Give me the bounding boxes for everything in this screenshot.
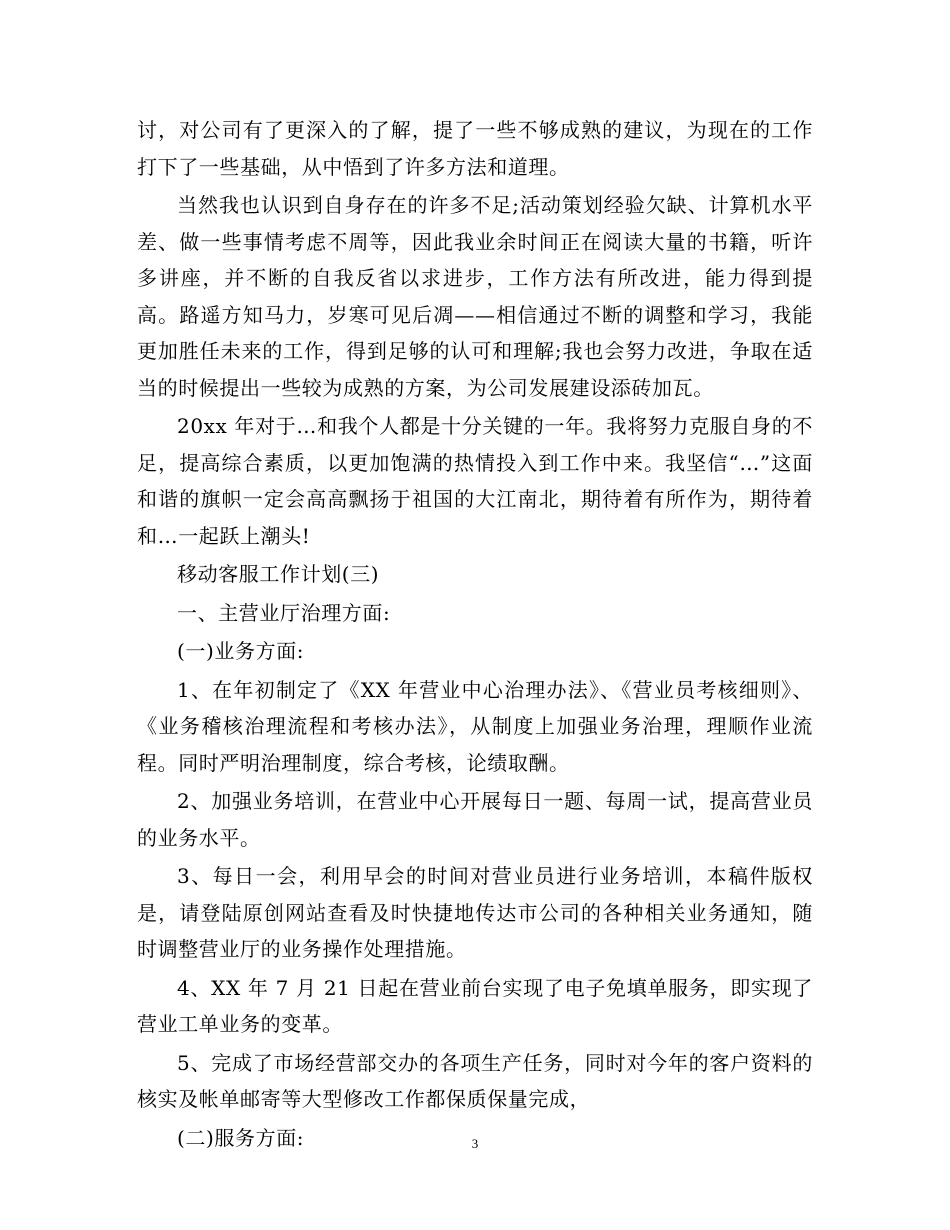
list-item-3: 3、每日一会，利用早会的时间对营业员进行业务培训，本稿件版权是，请登陆原创网站查看及时快捷地传达市公司的各种相关业务通知，随时调整营业厅的业务操作处理措施。: [137, 864, 813, 961]
section-title: 移动客服工作计划(三): [177, 562, 380, 586]
document-body: [137, 112, 813, 1158]
list-item-2: 2、加强业务培训，在营业中心开展每日一题、每周一试，提高营业员的业务水平。: [137, 789, 813, 850]
list-item-1: 1、在年初制定了《XX 年营业中心治理办法》、《营业员考核细则》、《业务稽核治理流程和考核办法》，从制度上加强业务治理，理顺作业流程。同时严明治理制度，综合考核，论绩取酬。: [137, 677, 813, 775]
list-item-4: 4、XX 年 7 月 21 日起在营业前台实现了电子免填单服务，即实现了营业工单业务的变革。: [137, 975, 813, 1036]
paragraph-year-outlook: 20xx 年对于…和我个人都是十分关键的一年。我将努力克服自身的不足，提高综合素质，以更加饱满的热情投入到工作中来。我坚信“…”这面和谐的旗帜一定会高高飘扬于祖国的大江南北，期待着有所作为，期待着和…一起跃上潮头!: [137, 414, 813, 548]
subheading-business: (一)业务方面:: [177, 639, 305, 663]
paragraph-shortcomings: 当然我也认识到自身存在的许多不足;活动策划经验欠缺、计算机水平差、做一些事情考虑不周等，因此我业余时间正在阅读大量的书籍，听许多讲座，并不断的自我反省以求进步，工作方法有所改进，能力得到提高。路遥方知马力，岁寒可见后凋——相信通过不断的调整和学习，我能更加胜任未来的工作，得到足够的认可和理解;我也会努力改进，争取在适当的时候提出一些较为成熟的方案，为公司发展建设添砖加瓦。: [137, 193, 813, 400]
subheading-service: (二)服务方面:: [177, 1125, 305, 1150]
list-item-5: 5、完成了市场经营部交办的各项生产任务，同时对今年的客户资料的核实及帐单邮寄等大型修改工作都保质保量完成，: [137, 1050, 813, 1111]
heading-hall-management: 一、主营业厅治理方面:: [177, 600, 391, 625]
page-number: 3: [471, 1136, 479, 1151]
paragraph-continuation: 讨，对公司有了更深入的了解，提了一些不够成熟的建议，为现在的工作打下了一些基础，从中悟到了许多方法和道理。: [137, 118, 813, 179]
